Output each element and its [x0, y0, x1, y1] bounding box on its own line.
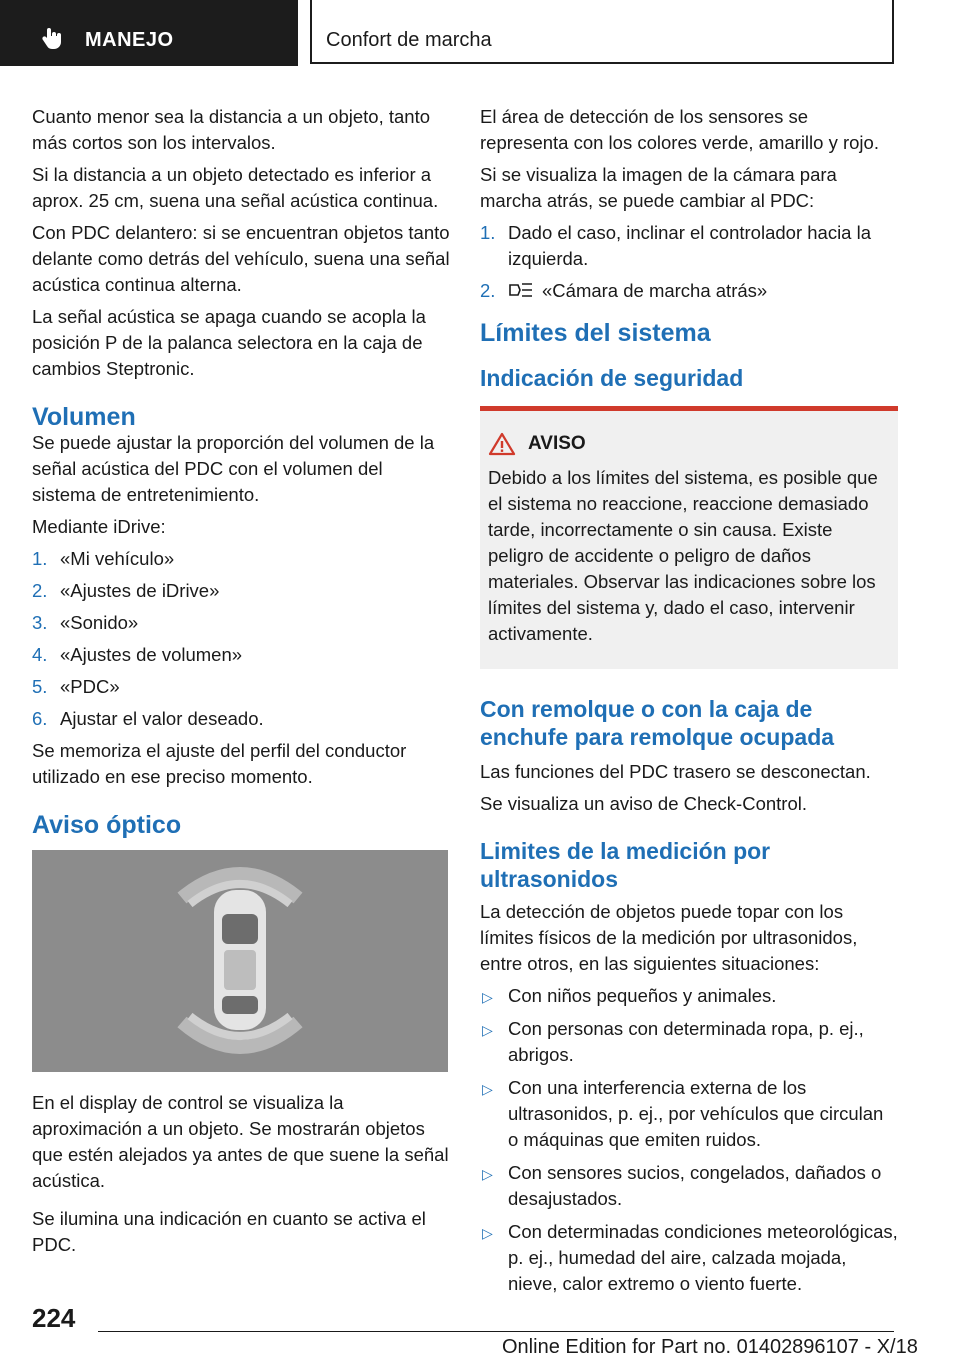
triangle-bullet-icon: ▷: [482, 989, 493, 1005]
chapter-label: MANEJO: [85, 29, 174, 51]
list-item: [480, 1160, 898, 1212]
warning-title-row: [488, 431, 890, 457]
step-number: 2.: [480, 280, 496, 301]
header-tab: [0, 0, 298, 66]
step-text: Ajustar el valor deseado.: [60, 708, 264, 729]
parking-sensor-graphic: [32, 850, 448, 1072]
hand-pointer-icon: [40, 25, 66, 51]
paragraph: Mediante iDrive:: [32, 516, 166, 537]
list-item: [32, 546, 450, 572]
paragraph: Si se visualiza la imagen de la cámara para marcha atrás, se puede cambiar al PDC:: [480, 164, 837, 211]
triangle-bullet-icon: ▷: [482, 1081, 493, 1097]
bullet-text: Con sensores sucios, congelados, dañados o desajustados.: [508, 1162, 882, 1209]
paragraph: Se ilumina una indicación en cuanto se activa el PDC.: [32, 1208, 426, 1255]
aviso-optico-heading: Aviso óptico: [32, 811, 182, 839]
right-column: [480, 104, 898, 1304]
warning-text: Debido a los límites del sistema, es posible que el sistema no reaccione, reaccione demasiado tarde, incorrectamente o sin causa. Existe peligro de accidente o peligro de daños materiales. Observar las indicaciones sobre los límites del sistema y, dado el caso, intervenir activamente.: [488, 467, 878, 644]
paragraph: La señal acústica se apaga cuando se acopla la posición P de la palanca selectora en la caja de cambios Steptronic.: [32, 306, 426, 379]
idrive-steps: [32, 546, 450, 732]
bullet-text: Con personas con determinada ropa, p. ej., abrigos.: [508, 1018, 864, 1065]
ultrasonidos-heading: Limites de la medición por ultrasonidos: [480, 838, 771, 892]
paragraph: El área de detección de los sensores se representa con los colores verde, amarillo y rojo.: [480, 106, 879, 153]
volumen-heading: Volumen: [32, 403, 136, 431]
list-item: [480, 1219, 898, 1297]
list-item: [480, 220, 898, 272]
edition-note: Online Edition for Part no. 01402896107 - X/18: [502, 1336, 918, 1358]
step-text: «Mi vehículo»: [60, 548, 175, 569]
step-text: «Ajustes de iDrive»: [60, 580, 220, 601]
section-header: [310, 0, 894, 64]
pdc-display-illustration: [32, 850, 448, 1072]
step-text: Dado el caso, inclinar el controlador hacia la izquierda.: [508, 222, 872, 269]
triangle-bullet-icon: ▷: [482, 1022, 493, 1038]
step-number: 1.: [480, 222, 496, 243]
footer-divider: [98, 1331, 894, 1332]
bullet-text: Con niños pequeños y animales.: [508, 985, 777, 1006]
step-number: 1.: [32, 548, 48, 569]
step-number: 6.: [32, 708, 48, 729]
triangle-bullet-icon: ▷: [482, 1166, 493, 1182]
paragraph: Se puede ajustar la proporción del volumen de la señal acústica del PDC con el volumen del sistema de entretenimiento.: [32, 432, 435, 505]
warning-title: AVISO: [528, 433, 586, 454]
camera-steps: [480, 220, 898, 304]
list-item: [480, 1016, 898, 1068]
paragraph: Las funciones del PDC trasero se desconectan.: [480, 761, 871, 782]
paragraph: Si la distancia a un objeto detectado es inferior a aprox. 25 cm, suena una señal acústica continua.: [32, 164, 439, 211]
warning-box: [480, 406, 898, 669]
seguridad-heading: Indicación de seguridad: [480, 365, 744, 391]
step-number: 3.: [32, 612, 48, 633]
step-number: 2.: [32, 580, 48, 601]
remolque-heading: Con remolque o con la caja de enchufe para remolque ocupada: [480, 696, 835, 750]
paragraph: En el display de control se visualiza la aproximación a un objeto. Se mostrarán objetos que estén alejados ya antes de que suene la señal acústica.: [32, 1092, 449, 1191]
triangle-bullet-icon: ▷: [482, 1225, 493, 1241]
paragraph: Se memoriza el ajuste del perfil del conductor utilizado en ese preciso momento.: [32, 740, 407, 787]
step-text: «Sonido»: [60, 612, 139, 633]
list-item: [32, 578, 450, 604]
left-column: [32, 104, 450, 1264]
bullet-text: Con determinadas condiciones meteorológicas, p. ej., humedad del aire, calzada mojada, nieve, calor extremo o viento fuerte.: [508, 1221, 898, 1294]
paragraph: Se visualiza un aviso de Check-Control.: [480, 793, 807, 814]
step-text: «PDC»: [60, 676, 120, 697]
list-item: [32, 674, 450, 700]
page-number: 224: [32, 1303, 76, 1333]
step-text: «Ajustes de volumen»: [60, 644, 243, 665]
list-item: [32, 706, 450, 732]
limites-heading: Límites del sistema: [480, 319, 711, 347]
section-title: Confort de marcha: [326, 29, 492, 51]
paragraph: La detección de objetos puede topar con los límites físicos de la medición por ultrasonidos, entre otros, en las siguientes situaciones:: [480, 901, 858, 974]
list-item: [32, 642, 450, 668]
step-text: «Cámara de marcha atrás»: [542, 280, 768, 301]
list-item: [480, 1075, 898, 1153]
bullet-text: Con una interferencia externa de los ultrasonidos, p. ej., por vehículos que circulan o máquinas que emiten ruidos.: [508, 1077, 884, 1150]
limitations-list: [480, 983, 898, 1297]
paragraph: Con PDC delantero: si se encuentran objetos tanto delante como detrás del vehículo, suena una señal acústica continua alterna.: [32, 222, 450, 295]
list-item: [480, 983, 898, 1009]
list-item: [32, 610, 450, 636]
step-number: 4.: [32, 644, 48, 665]
list-item: [480, 278, 898, 304]
rear-camera-icon: [508, 281, 534, 299]
warning-triangle-icon: [488, 432, 516, 456]
step-number: 5.: [32, 676, 48, 697]
paragraph: Cuanto menor sea la distancia a un objeto, tanto más cortos son los intervalos.: [32, 106, 431, 153]
